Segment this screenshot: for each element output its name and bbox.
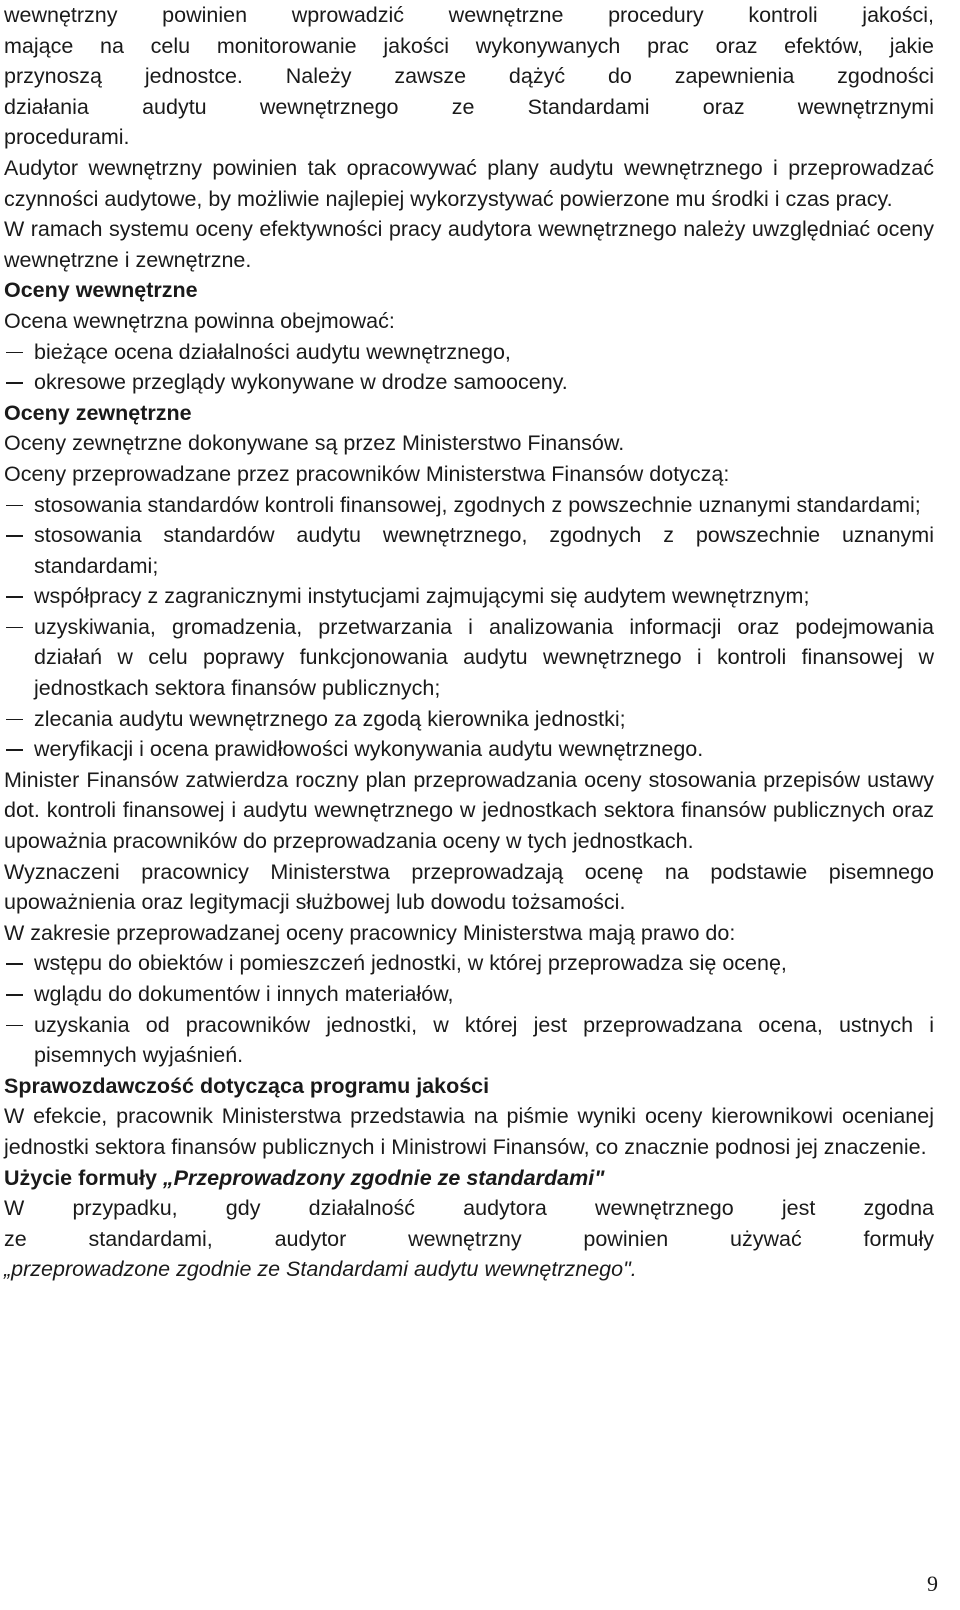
paragraph-line: mające na celu monitorowanie jakości wykonywanych prac oraz efektów, jakie — [4, 33, 934, 58]
document-page — [4, 0, 934, 1285]
dash-bullet — [6, 352, 23, 354]
list-item: zlecania audytu wewnętrznego za zgodą kierownika jednostki; — [4, 704, 934, 735]
dash-bullet — [6, 627, 23, 629]
list-item: uzyskania od pracowników jednostki, w której jest przeprowadzana ocena, ustnych i pisemnych wyjaśnień. — [4, 1010, 934, 1071]
heading-reporting: Sprawozdawczość dotycząca programu jakości — [4, 1073, 490, 1098]
list-item: stosowania standardów kontroli finansowej, zgodnych z powszechnie uznanymi standardami; — [4, 490, 934, 521]
external-p1: Oceny zewnętrzne dokonywane są przez Ministerstwo Finansów. — [4, 431, 625, 456]
dash-bullet — [6, 719, 23, 721]
list-item: uzyskiwania, gromadzenia, przetwarzania i analizowania informacji oraz podejmowania działań w celu poprawy funkcjonowania audytu wewnętrznego i kontroli finansowej w jednostkach sektora finansów publicznych; — [4, 612, 934, 704]
formula-line: ze standardami, audytor wewnętrzny powinien używać formuły — [4, 1226, 934, 1251]
formula-line: W przypadku, gdy działalność audytora wewnętrznego jest zgodna — [4, 1196, 934, 1221]
heading-internal-reviews: Oceny wewnętrzne — [4, 278, 198, 303]
list-item: bieżące ocena działalności audytu wewnętrznego, — [4, 337, 934, 368]
dash-bullet — [6, 596, 23, 598]
paragraph-line: wewnętrzny powinien wprowadzić wewnętrzne procedury kontroli jakości, — [4, 3, 934, 27]
list-item: stosowania standardów audytu wewnętrznego, zgodnych z powszechnie uznanymi standardami; — [4, 520, 934, 581]
external-p4: Wyznaczeni pracownicy Ministerstwa przeprowadzają ocenę na podstawie pisemnego upoważnienia oraz legitymacji służbowej lub dowodu tożsamości. — [4, 859, 934, 915]
paragraph-line: procedurami. — [4, 125, 130, 150]
heading-formula: Użycie formuły „Przeprowadzony zgodnie ze standardami" — [4, 1165, 605, 1190]
external-p3: Minister Finansów zatwierdza roczny plan przeprowadzania oceny stosowania przepisów ustawy dot. kontroli finansowej i audytu wewnętrznego w jednostkach sektora finansów publicznych oraz upoważnia pracowników do przeprowadzania oceny w tych jednostkach. — [4, 767, 934, 854]
list-item: współpracy z zagranicznymi instytucjami zajmującymi się audytem wewnętrznym; — [4, 581, 934, 612]
dash-bullet — [6, 749, 23, 751]
paragraph-plans: Audytor wewnętrzny powinien tak opracowywać plany audytu wewnętrznego i przeprowadzać czynności audytowe, by możliwie najlepiej wykorzystywać powierzone mu środki i czas pracy. — [4, 155, 934, 211]
heading-external-reviews: Oceny zewnętrzne — [4, 400, 192, 425]
list-item: wglądu do dokumentów i innych materiałów, — [4, 979, 934, 1010]
page-number: 9 — [927, 1571, 938, 1596]
reporting-p1: W efekcie, pracownik Ministerstwa przedstawia na piśmie wyniki oceny kierownikowi ocenianej jednostki sektora finansów publicznych i Ministrowi Finansów, co znacznie podnosi jej znaczenie. — [4, 1104, 934, 1159]
paragraph-line: przynoszą jednostce. Należy zawsze dążyć do zapewnienia zgodności — [4, 64, 934, 89]
list-item: weryfikacji i ocena prawidłowości wykonywania audytu wewnętrznego. — [4, 734, 934, 765]
dash-bullet — [6, 382, 23, 384]
dash-bullet — [6, 535, 23, 537]
list-item: wstępu do obiektów i pomieszczeń jednostki, w której przeprowadza się ocenę, — [4, 948, 934, 979]
external-p2: Oceny przeprowadzane przez pracowników Ministerstwa Finansów dotyczą: — [4, 461, 730, 486]
paragraph-line: działania audytu wewnętrznego ze Standardami oraz wewnętrznymi — [4, 94, 934, 119]
list-item: okresowe przeglądy wykonywane w drodze samooceny. — [4, 367, 934, 398]
dash-bullet — [6, 994, 23, 996]
dash-bullet — [6, 1025, 23, 1027]
dash-bullet — [6, 505, 23, 507]
dash-bullet — [6, 963, 23, 965]
internal-intro: Ocena wewnętrzna powinna obejmować: — [4, 308, 395, 333]
external-p5: W zakresie przeprowadzanej oceny pracownicy Ministerstwa mają prawo do: — [4, 920, 736, 945]
formula-line: „przeprowadzone zgodnie ze Standardami audytu wewnętrznego". — [4, 1257, 637, 1282]
paragraph-evaluation-system: W ramach systemu oceny efektywności pracy audytora wewnętrznego należy uwzględniać oceny wewnętrzne i zewnętrzne. — [4, 217, 934, 272]
